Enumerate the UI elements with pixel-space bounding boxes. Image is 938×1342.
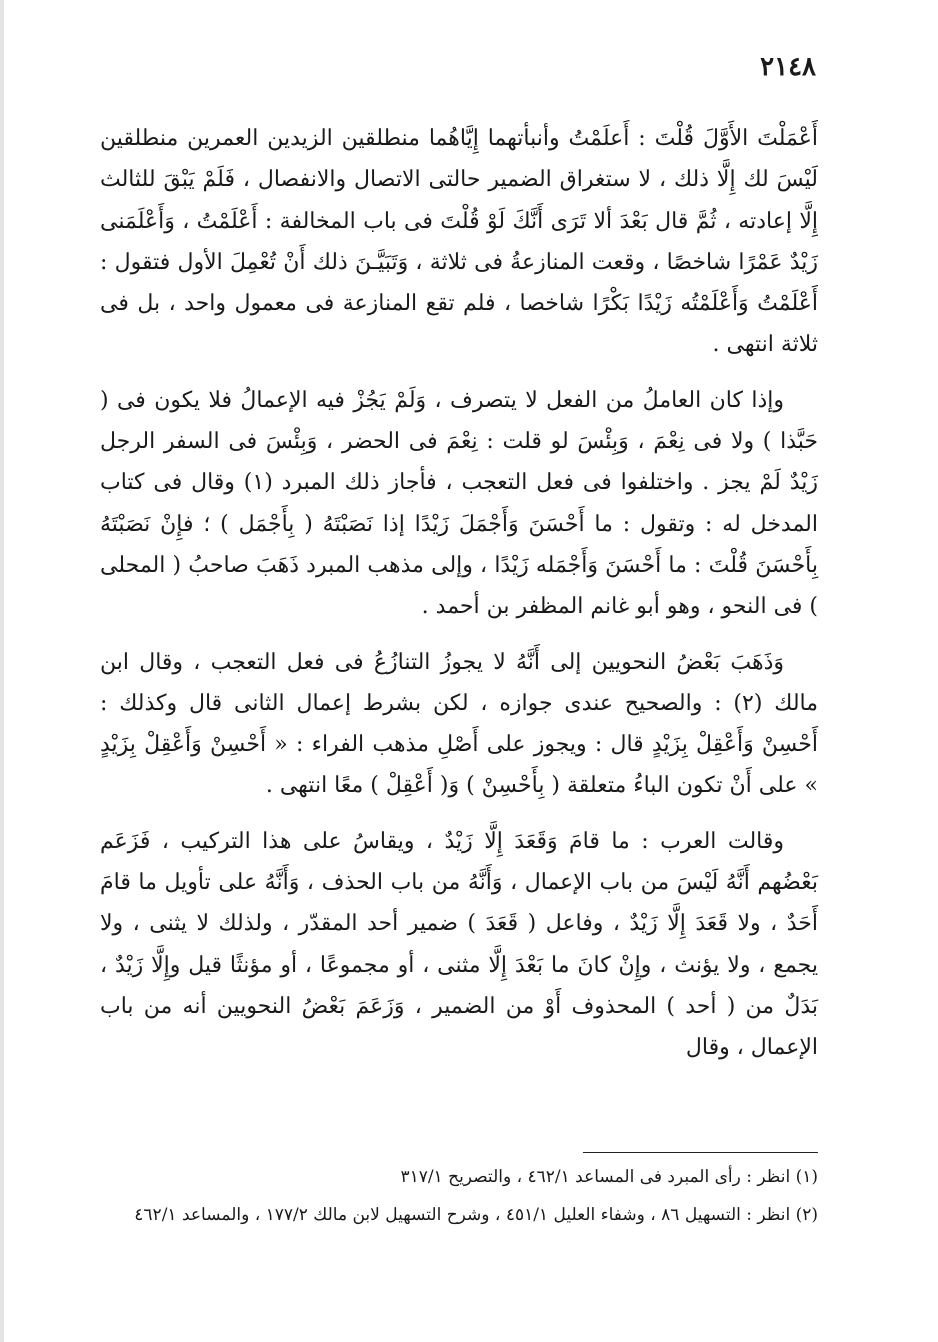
footnote-1: (١) انظر : رأى المبرد فى المساعد ٤٦٢/١ ، والتصريح ٣١٧/١: [400, 1167, 818, 1187]
footnote-separator: [583, 1152, 818, 1153]
paragraph-3: وَذَهَبَ بَعْضُ النحويين إلى أَنَّهُ لا يجوزُ التنازُعُ فى فعل التعجب ، وقال ابن مالك (٢) : والصحيح عندى جوازه ، لكن بشرط إعمال الثانى قال وكذلك : أَحْسِنْ وَأَعْقِلْ بِزَيْدٍ قال : ويجوز على أَصْلِ مذهب الفراء : « أَحْسِنْ وَأَعْقِلْ بِزَيْدٍ » على أَنْ تكون الباءُ متعلقة ( بِأَحْسِنْ ) وَ( أَعْقِلْ ) معًا انتهى .: [100, 649, 819, 799]
paragraph-2: وإذا كان العاملُ من الفعل لا يتصرف ، وَلَمْ يَجُزْ فيه الإعمالُ فلا يكون فى ( حَبَّذا ) ولا فى نِعْمَ ، وَبِئْسَ لو قلت : نِعْمَ فى الحضر ، وَبِئْسَ فى السفر الرجل زَيْدٌ لَمْ يجز . واختلفوا فى فعل التعجب ، فأجاز ذلك المبرد (١) وقال فى كتاب المدخل له : وتقول : ما أَحْسَنَ وَأَجْمَلَ زَيْدًا إذا نَصَبْتَهُ ( بِأَجْمَل ) ؛ فإِنْ نَصَبْتَهُ بِأَحْسَنَ قُلْتَ : ما أَحْسَنَ وَأَجْمَله زَيْدًا ، وإلى مذهب المبرد ذَهَبَ صاحبُ ( المحلى ) فى النحو ، وهو أبو غانم المظفر بن أحمد .: [100, 387, 818, 620]
main-text: [100, 118, 818, 1069]
paragraph-1: أَعْمَلْتَ الأَوَّلَ قُلْتَ : أَعلَمْتُ وأنبأتهما إِيَّاهُما منطلقين الزيدين العمرين منطلقين لَيْسَ لك إِلَّا ذلك ، لا ستغراق الضمير حالتى الاتصال والانفصال ، فَلَمْ يَبْقَ للثالث إِلَّا إعادته ، ثُمَّ قال بَعْدَ ألا تَرَى أَنَّكَ لَوْ قُلْتَ فى باب المخالفة : أَعْلَمْتُ ، وَأَعْلَمَنى زَيْدٌ عَمْرًا شاخصًا ، وقعت المنازعةُ فى ثلاثة ، وَتَبَيَّـنَ ذلك أَنْ تُعْمِلَ الأول فتقول : أَعْلَمْتُ وَأَعْلَمْتُه زَيْدًا بَكْرًا شاخصا ، فلم تقع المنازعة فى معمول واحد ، بل فى ثلاثة انتهى .: [100, 126, 818, 358]
footnotes: [100, 1162, 818, 1238]
page-number: ٢١٤٨: [760, 52, 816, 82]
footnote-2: (٢) انظر : التسهيل ٨٦ ، وشفاء العليل ٤٥١/١ ، وشرح التسهيل لابن مالك ١٧٧/٢ ، والمساعد ٤٦٢/١: [134, 1205, 818, 1225]
scan-edge: [0, 0, 4, 1342]
paragraph-4: وقالت العرب : ما قامَ وَقَعَدَ إِلَّا زَيْدٌ ، ويقاسُ على هذا التركيب ، فَزَعَم بَعْضُهم أَنَّهُ لَيْسَ من باب الإعمال ، وَأَنَّهُ من باب الحذف ، وَأَنَّهُ على تأويل ما قامَ أَحَدٌ ، ولا قَعَدَ إِلَّا زَيْدٌ ، وفاعل ( قَعَدَ ) ضمير أحد المقدّر ، ولذلك لا يثنى ، ولا يجمع ، ولا يؤنث ، وإِنْ كانَ ما بَعْدَ إِلَّا مثنى ، أو مجموعًا ، أو مؤنثًا قيل وإِلَّا زَيْدٌ ، بَدَلٌ من ( أحد ) المحذوف أَوْ من الضمير ، وَزَعَمَ بَعْضُ النحويين أنه من باب الإعمال ، وقال: [100, 828, 818, 1061]
